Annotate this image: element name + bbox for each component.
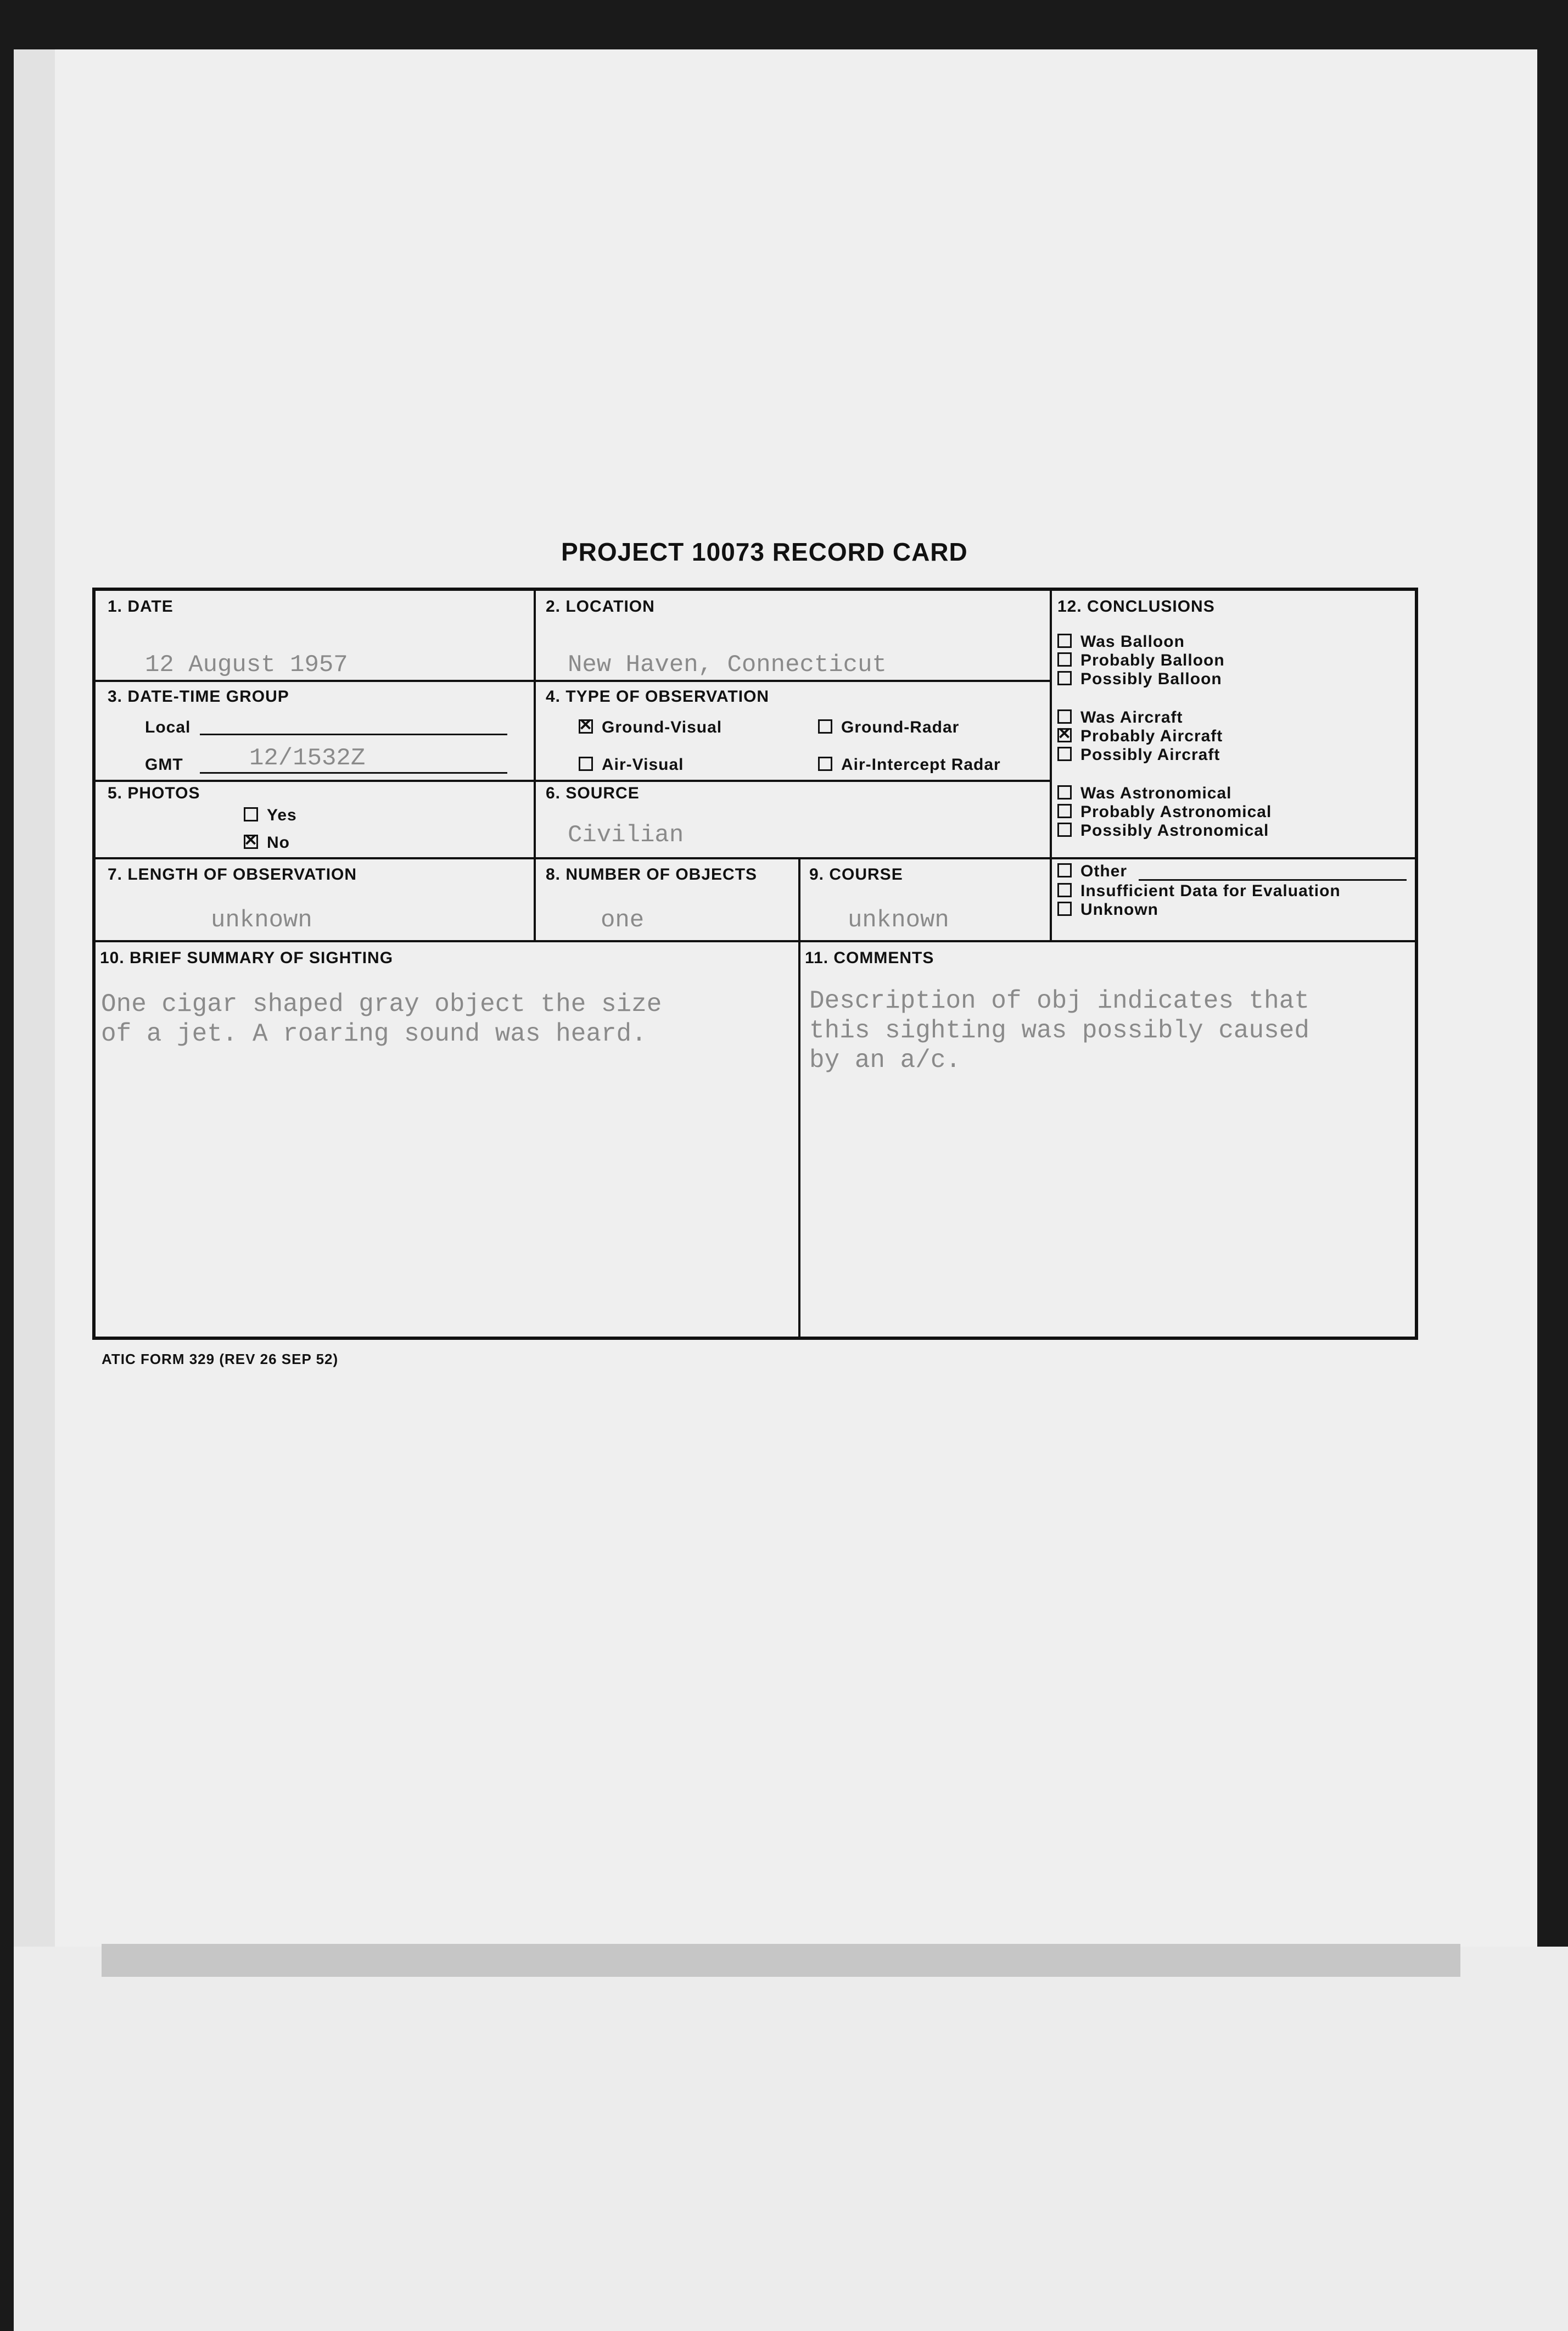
date-label: 1. DATE — [108, 597, 173, 616]
checkbox-checked-icon — [1057, 728, 1072, 742]
location-value: New Haven, Connecticut — [568, 651, 887, 679]
type-label: 4. TYPE OF OBSERVATION — [546, 687, 770, 706]
conclusion-unknown: Unknown — [1057, 901, 1158, 919]
type-air-visual: Air-Visual — [579, 756, 684, 774]
comments-text — [809, 986, 1309, 1075]
number-value: one — [601, 907, 645, 934]
photos-yes: Yes — [244, 806, 297, 825]
film-lower-band — [14, 1947, 1568, 2331]
checkbox-icon — [579, 757, 593, 771]
conclusion-possibly-balloon: Possibly Balloon — [1057, 670, 1222, 689]
comments-label: 11. COMMENTS — [805, 949, 934, 967]
source-value: Civilian — [568, 821, 684, 849]
summary-line: One cigar shaped gray object the size — [101, 990, 662, 1019]
type-ground-visual: ✕Ground-Visual — [579, 718, 722, 737]
local-label: Local — [145, 718, 191, 736]
checkbox-checked-icon — [579, 719, 593, 734]
checkbox-icon — [1057, 709, 1072, 724]
length-value: unknown — [211, 907, 312, 934]
conclusion-other: Other — [1057, 862, 1127, 881]
date-value: 12 August 1957 — [145, 651, 348, 679]
type-ground-radar: Ground-Radar — [818, 718, 959, 737]
conclusion-was-balloon: Was Balloon — [1057, 633, 1185, 651]
checkbox-icon — [1057, 671, 1072, 685]
length-label: 7. LENGTH OF OBSERVATION — [108, 865, 357, 884]
comments-line: this sighting was possibly caused — [809, 1016, 1309, 1045]
gmt-value: 12/1532Z — [249, 745, 366, 772]
type-air-intercept-radar: Air-Intercept Radar — [818, 756, 1001, 774]
summary-line: of a jet. A roaring sound was heard. — [101, 1020, 647, 1048]
source-label: 6. SOURCE — [546, 784, 640, 802]
course-value: unknown — [848, 907, 949, 934]
checkbox-icon — [818, 719, 832, 734]
gmt-label: GMT — [145, 756, 183, 774]
conclusion-probably-aircraft: ✕Probably Aircraft — [1057, 727, 1223, 746]
checkbox-icon — [1057, 804, 1072, 818]
card-title: PROJECT 10073 RECORD CARD — [561, 538, 968, 566]
paper-shadow — [102, 1944, 1460, 1977]
rule-row4 — [96, 940, 1415, 942]
conclusion-possibly-astronomical: Possibly Astronomical — [1057, 821, 1269, 840]
number-label: 8. NUMBER OF OBJECTS — [546, 865, 758, 884]
summary-text — [101, 990, 662, 1049]
checkbox-icon — [1057, 785, 1072, 800]
location-label: 2. LOCATION — [546, 597, 655, 616]
gmt-underline — [200, 772, 507, 774]
conclusion-was-astronomical: Was Astronomical — [1057, 784, 1232, 803]
checkbox-icon — [1057, 634, 1072, 648]
rule-col1 — [534, 591, 536, 940]
record-card — [92, 588, 1418, 1340]
conclusions-label: 12. CONCLUSIONS — [1057, 597, 1215, 616]
conclusion-insufficient-data: Insufficient Data for Evaluation — [1057, 882, 1341, 901]
checkbox-icon — [244, 807, 258, 821]
checkbox-icon — [1057, 823, 1072, 837]
checkbox-icon — [1057, 902, 1072, 916]
rule-row2 — [96, 780, 1052, 782]
dtg-label: 3. DATE-TIME GROUP — [108, 687, 289, 706]
checkbox-checked-icon — [244, 835, 258, 849]
photos-no: ✕No — [244, 834, 290, 852]
other-underline — [1139, 879, 1407, 881]
photos-label: 5. PHOTOS — [108, 784, 200, 802]
checkbox-icon — [1057, 883, 1072, 897]
conclusion-probably-astronomical: Probably Astronomical — [1057, 803, 1272, 821]
checkbox-icon — [1057, 652, 1072, 667]
conclusion-probably-balloon: Probably Balloon — [1057, 651, 1225, 670]
comments-line: by an a/c. — [809, 1046, 961, 1075]
rule-col3 — [1050, 591, 1052, 940]
rule-row3 — [96, 857, 1415, 859]
local-underline — [200, 734, 507, 735]
conclusion-was-aircraft: Was Aircraft — [1057, 708, 1183, 727]
course-label: 9. COURSE — [809, 865, 903, 884]
conclusion-possibly-aircraft: Possibly Aircraft — [1057, 746, 1220, 764]
summary-label: 10. BRIEF SUMMARY OF SIGHTING — [100, 949, 394, 967]
film-left-edge — [14, 49, 55, 1949]
checkbox-icon — [1057, 863, 1072, 877]
form-footer: ATIC FORM 329 (REV 26 SEP 52) — [102, 1351, 339, 1367]
rule-row1 — [96, 680, 1052, 682]
rule-col2 — [798, 857, 800, 1337]
checkbox-icon — [818, 757, 832, 771]
checkbox-icon — [1057, 747, 1072, 761]
comments-line: Description of obj indicates that — [809, 987, 1309, 1015]
